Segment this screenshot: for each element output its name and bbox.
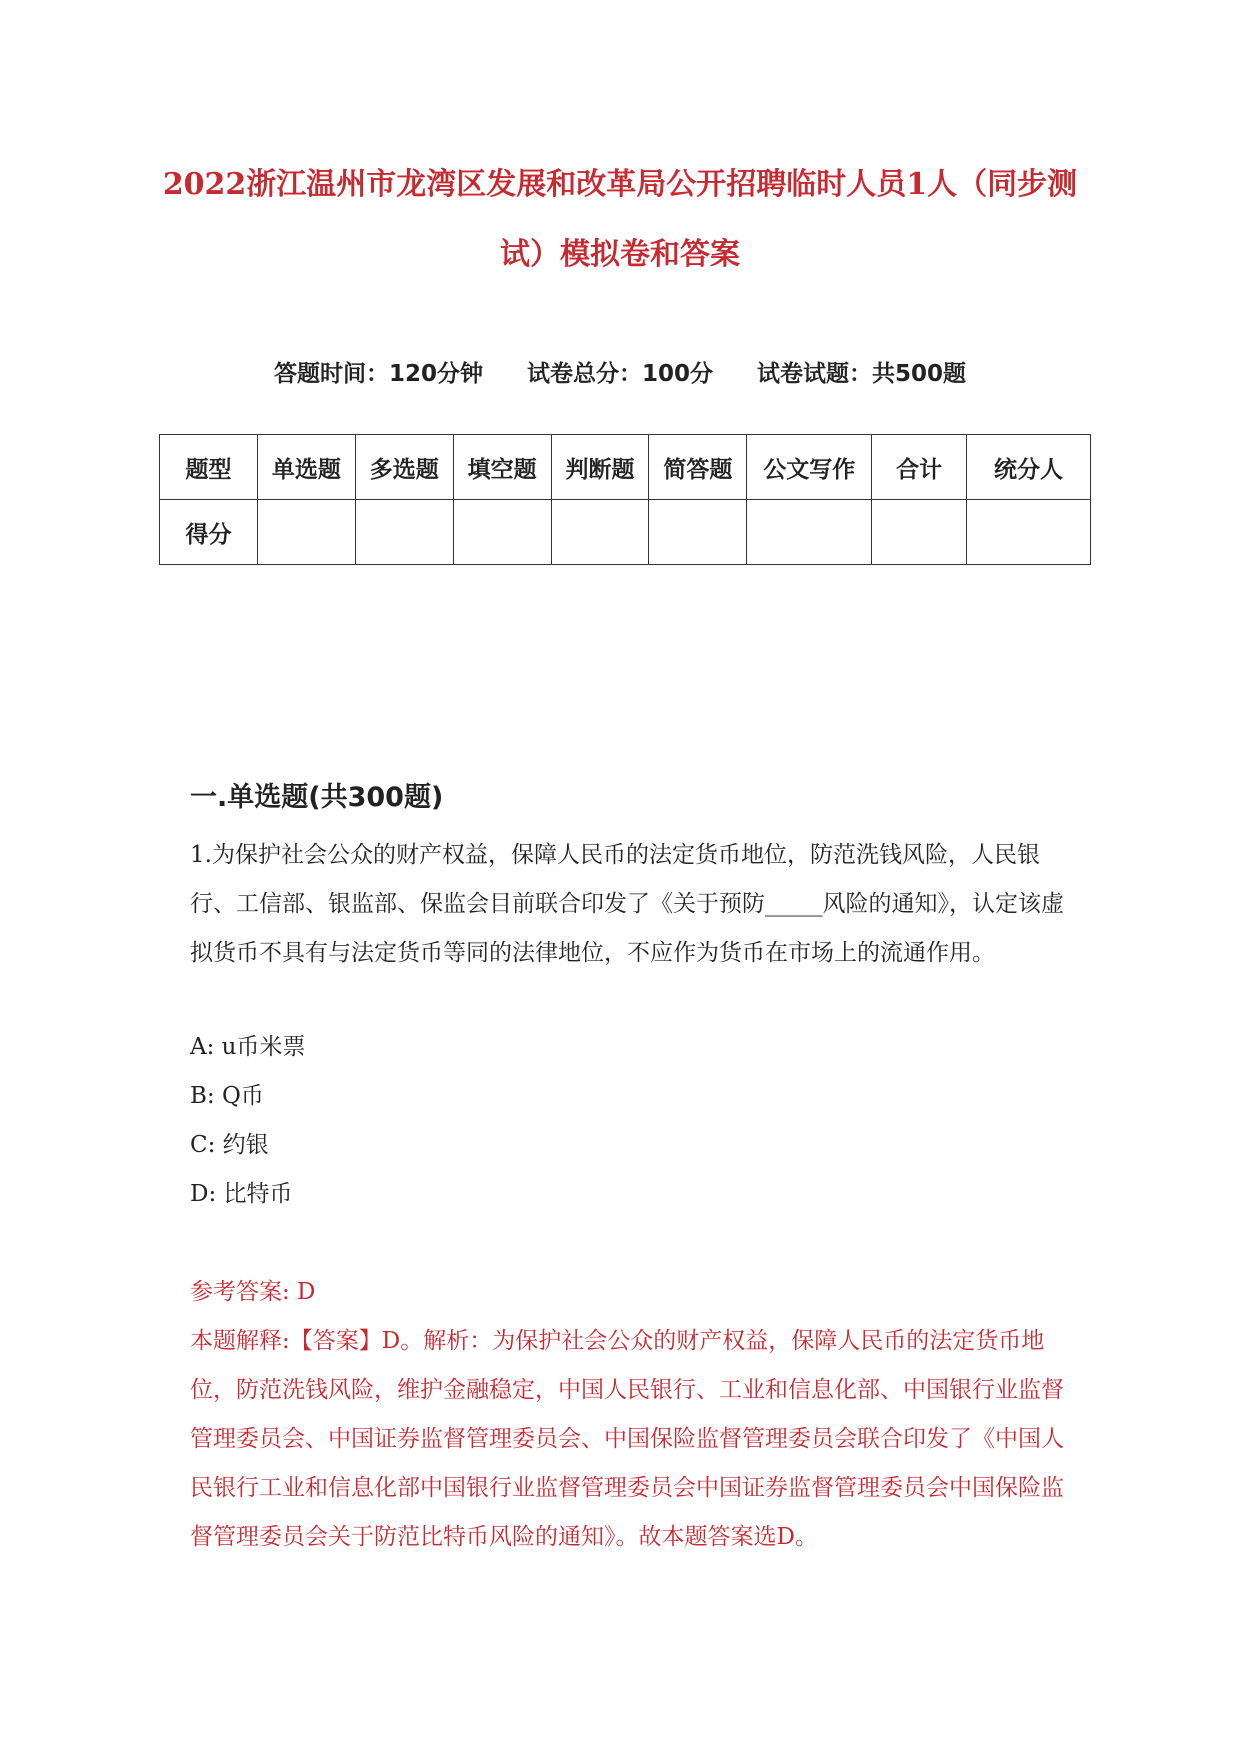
- option-a: A: u币米票: [190, 1034, 306, 1060]
- score-cell: [551, 500, 649, 565]
- reference-answer: 参考答案: D: [190, 1279, 316, 1305]
- header-cell: 统分人: [967, 435, 1091, 500]
- header-cell: 多选题: [355, 435, 453, 500]
- exam-question-count: 试卷试题：共500题: [757, 361, 967, 387]
- header-cell: 简答题: [649, 435, 747, 500]
- score-cell: [872, 500, 967, 565]
- score-table: [159, 434, 1091, 565]
- question-stem: 1.为保护社会公众的财产权益，保障人民币的法定货币地位，防范洗钱风险，人民银行、工信部、银监部、保监会目前联合印发了《关于预防_____风险的通知》，认定该虚拟货币不具有与法定货币等同的法律地位，不应作为货币在市场上的流通作用。: [190, 842, 1064, 966]
- page-title: 2022浙江温州市龙湾区发展和改革局公开招聘临时人员1人（同步测试）模拟卷和答案: [162, 167, 1078, 272]
- header-cell: 判断题: [551, 435, 649, 500]
- option-b: B: Q币: [190, 1083, 264, 1109]
- exam-total-score: 试卷总分：100分: [526, 361, 713, 387]
- row-label-cell: 得分: [160, 500, 258, 565]
- option-d: D: 比特币: [190, 1181, 293, 1207]
- header-cell: 题型: [160, 435, 258, 500]
- header-cell: 公文写作: [747, 435, 872, 500]
- score-cell: [257, 500, 355, 565]
- option-c: C: 约银: [190, 1132, 269, 1158]
- score-cell: [747, 500, 872, 565]
- score-table-header-row: [160, 435, 1091, 500]
- score-cell: [649, 500, 747, 565]
- score-cell: [453, 500, 551, 565]
- header-cell: 单选题: [257, 435, 355, 500]
- header-cell: 合计: [872, 435, 967, 500]
- exam-meta: [0, 355, 1240, 388]
- score-cell: [355, 500, 453, 565]
- exam-time: 答题时间：120分钟: [273, 361, 483, 387]
- score-table-score-row: [160, 500, 1091, 565]
- answer-explanation: 本题解释:【答案】D。解析：为保护社会公众的财产权益，保障人民币的法定货币地位，防范洗钱风险，维护金融稳定，中国人民银行、工业和信息化部、中国银行业监督管理委员会、中国证券监督管理委员会、中国保险监督管理委员会联合印发了《中国人民银行工业和信息化部中国银行业监督管理委员会中国证券监督管理委员会中国保险监督管理委员会关于防范比特币风险的通知》。故本题答案选D。: [190, 1328, 1064, 1550]
- section-heading: 一.单选题(共300题): [190, 782, 444, 813]
- score-cell: [967, 500, 1091, 565]
- header-cell: 填空题: [453, 435, 551, 500]
